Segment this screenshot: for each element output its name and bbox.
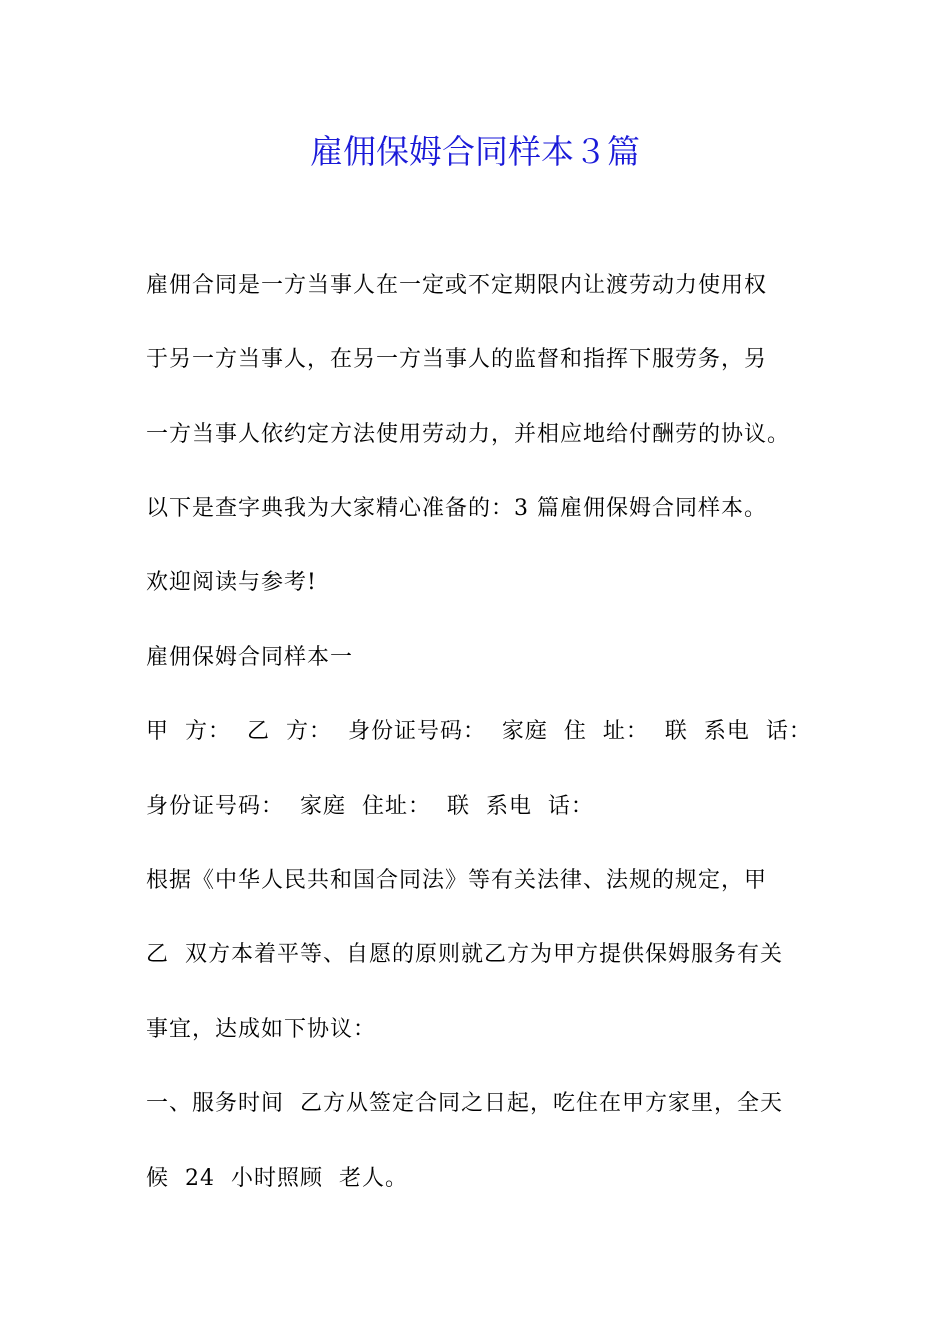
- paragraph-line-3: 一方当事人依约定方法使用劳动力，并相应地给付酬劳的协议。: [146, 422, 791, 447]
- paragraph-line-9: 根据《中华人民共和国合同法》等有关法律、法规的规定，甲: [146, 868, 768, 893]
- paragraph-line-2: 于另一方当事人，在另一方当事人的监督和指挥下服劳务，另: [146, 347, 768, 372]
- clause-line-2: 候 24 小时照顾 老人。: [146, 1166, 408, 1191]
- clause-line-1: 一、服务时间 乙方从签定合同之日起，吃住在甲方家里，全天: [146, 1091, 783, 1116]
- party-fields-line-2: 身份证号码： 家庭 住址： 联 系电 话：: [146, 794, 594, 819]
- section-heading: 雇佣保姆合同样本一: [146, 645, 354, 670]
- paragraph-line-5: 欢迎阅读与参考!: [146, 570, 317, 595]
- paragraph-line-10: 乙 双方本着平等、自愿的原则就乙方为甲方提供保姆服务有关: [146, 942, 783, 967]
- party-fields-line-1: 甲 方： 乙 方： 身份证号码： 家庭 住 址： 联 系电 话：: [146, 719, 812, 744]
- document-title: 雇佣保姆合同样本３篇: [310, 132, 640, 171]
- paragraph-line-1: 雇佣合同是一方当事人在一定或不定期限内让渡劳动力使用权: [146, 273, 768, 298]
- paragraph-line-4: 以下是查字典我为大家精心准备的：3 篇雇佣保姆合同样本。: [146, 496, 767, 521]
- paragraph-line-11: 事宜，达成如下协议：: [146, 1017, 377, 1042]
